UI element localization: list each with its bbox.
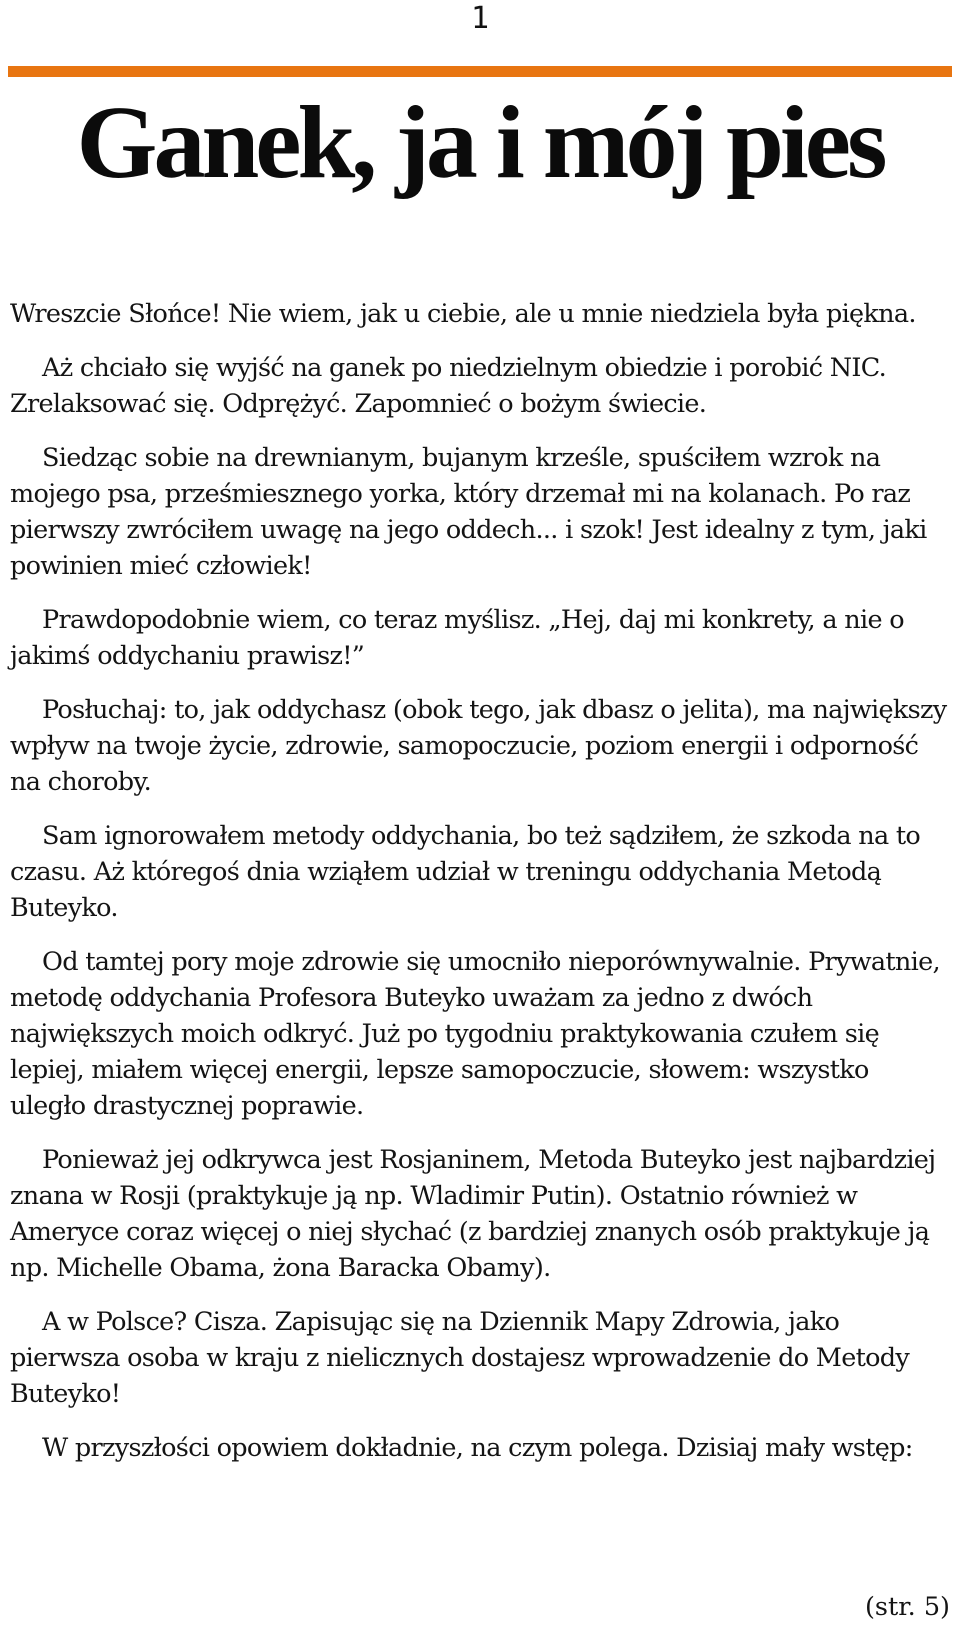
article-title: Ganek, ja i mój pies xyxy=(76,85,884,200)
paragraph-3: Siedząc sobie na drewnianym, bujanym krześle, spuściłem wzrok na mojego psa, prześmiesznego yorka, który drzemał mi na kolanach. Po raz pierwszy zwróciłem uwagę na jego oddech... i szok! Jest idealny z tym, jaki powinien mieć człowiek! xyxy=(10,443,927,581)
page-number: 1 xyxy=(470,1,490,36)
paragraph-7: Od tamtej pory moje zdrowie się umocniło nieporównywalnie. Prywatnie, metodę oddychania Profesora Buteyko uważam za jedno z dwóch największych moich odkryć. Już po tygodniu praktykowania czułem się lepiej, miałem więcej energii, lepsze samopoczucie, słowem: wszystko uległo drastycznej poprawie. xyxy=(10,947,940,1121)
paragraph-8: Ponieważ jej odkrywca jest Rosjaninem, Metoda Buteyko jest najbardziej znana w Rosji (praktykuje ją np. Wladimir Putin). Ostatnio również w Ameryce coraz więcej o niej słychać (z bardziej znanych osób praktykuje ją np. Michelle Obama, żona Baracka Obamy). xyxy=(10,1145,936,1283)
paragraph-1: Wreszcie Słońce! Nie wiem, jak u ciebie, ale u mnie niedziela była piękna. xyxy=(10,299,916,329)
paragraph-5: Posłuchaj: to, jak oddychasz (obok tego, jak dbasz o jelita), ma największy wpływ na twoje życie, zdrowie, samopoczucie, poziom energii i odporność na choroby. xyxy=(10,695,947,797)
paragraph-6: Sam ignorowałem metody oddychania, bo też sądziłem, że szkoda na to czasu. Aż któregoś dnia wziąłem udział w treningu oddychania Metodą Buteyko. xyxy=(10,821,921,923)
paragraph-2: Aż chciało się wyjść na ganek po niedzielnym obiedzie i porobić NIC. Zrelaksować się. Odprężyć. Zapomnieć o bożym świecie. xyxy=(10,353,887,419)
header-rule xyxy=(8,66,952,77)
paragraph-10: W przyszłości opowiem dokładnie, na czym polega. Dzisiaj mały wstęp: xyxy=(42,1433,913,1463)
page-reference: (str. 5) xyxy=(864,1592,950,1622)
paragraph-4: Prawdopodobnie wiem, co teraz myślisz. „Hej, daj mi konkrety, a nie o jakimś oddychaniu prawisz!” xyxy=(10,605,904,671)
article-body xyxy=(10,296,950,1484)
paragraph-9: A w Polsce? Cisza. Zapisując się na Dziennik Mapy Zdrowia, jako pierwsza osoba w kraju z nielicznych dostajesz wprowadzenie do Metody Buteyko! xyxy=(10,1307,910,1409)
